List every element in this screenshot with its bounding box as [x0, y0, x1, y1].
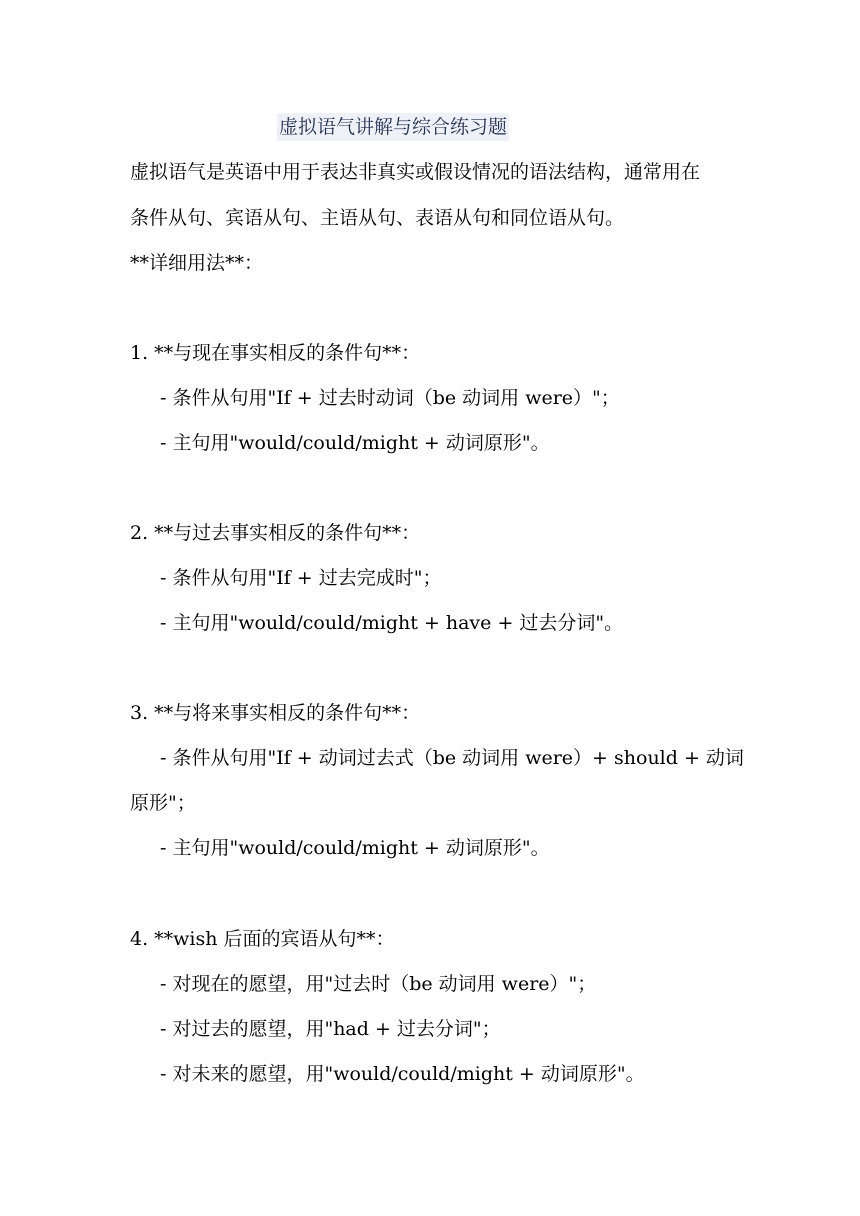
- section-3-heading: 3. **与将来事实相反的条件句**：: [130, 702, 421, 724]
- document-title: 虚拟语气讲解与综合练习题: [277, 113, 509, 141]
- section-3-item-1-continued: 原形"；: [130, 792, 196, 814]
- section-3-item-1: - 条件从句用"If + 动词过去式（be 动词用 were）+ should + 动词: [160, 747, 744, 769]
- intro-line-2: 条件从句、宾语从句、主语从句、表语从句和同位语从句。: [130, 207, 625, 229]
- section-1-heading: 1. **与现在事实相反的条件句**：: [130, 342, 421, 364]
- usage-heading: **详细用法**：: [130, 252, 264, 274]
- section-2-heading: 2. **与过去事实相反的条件句**：: [130, 522, 421, 544]
- section-4-item-1: - 对现在的愿望，用"过去时（be 动词用 were）"；: [160, 973, 597, 995]
- section-4-item-2: - 对过去的愿望，用"had + 过去分词"；: [160, 1018, 501, 1040]
- section-1-item-1: - 条件从句用"If + 过去时动词（be 动词用 were）"；: [160, 387, 620, 409]
- section-3-item-2: - 主句用"would/could/might + 动词原形"。: [160, 837, 550, 859]
- section-4-heading: 4. **wish 后面的宾语从句**：: [130, 928, 395, 950]
- section-2-item-2: - 主句用"would/could/might + have + 过去分词"。: [160, 612, 624, 634]
- section-2-item-1: - 条件从句用"If + 过去完成时"；: [160, 567, 442, 589]
- section-1-item-2: - 主句用"would/could/might + 动词原形"。: [160, 432, 550, 454]
- section-4-item-3: - 对未来的愿望，用"would/could/might + 动词原形"。: [160, 1063, 645, 1085]
- intro-line-1: 虚拟语气是英语中用于表达非真实或假设情况的语法结构，通常用在: [130, 161, 701, 183]
